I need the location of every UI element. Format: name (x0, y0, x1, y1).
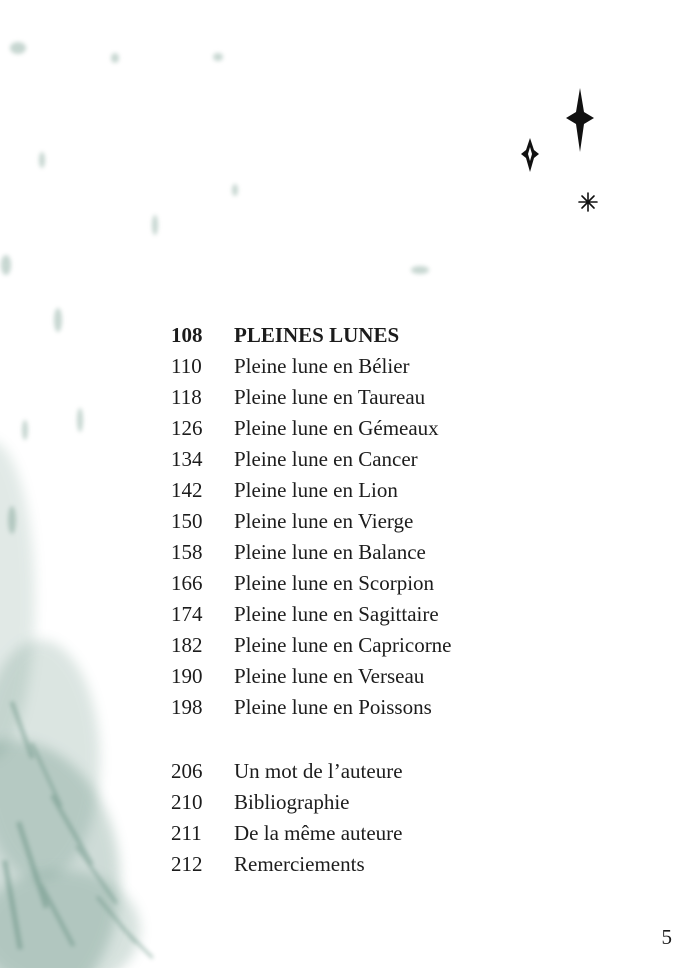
toc-entry (171, 506, 651, 537)
toc-entry-title: Pleine lune en Balance (234, 540, 426, 564)
toc-entry-title: Pleine lune en Taureau (234, 385, 426, 409)
toc-entry (171, 849, 651, 880)
toc-entry (171, 692, 651, 723)
toc-entry-title: De la même auteure (234, 821, 403, 845)
toc-entry (171, 818, 651, 849)
toc-page-number: 182 (171, 633, 203, 657)
toc-entry-title: Pleine lune en Poissons (234, 695, 432, 719)
stars-decoration (0, 0, 700, 260)
toc-page-number: 108 (171, 323, 203, 347)
toc-page-number: 134 (171, 447, 203, 471)
toc-page-number: 198 (171, 695, 203, 719)
toc-page-number: 190 (171, 664, 203, 688)
toc-page-number: 110 (171, 354, 202, 378)
toc-entry-title: Remerciements (234, 852, 365, 876)
four-point-star-icon (566, 88, 594, 152)
toc-page-number: 211 (171, 821, 202, 845)
toc-spacer (171, 723, 651, 756)
toc-entry (171, 444, 651, 475)
toc-entry (171, 475, 651, 506)
toc-entry (171, 661, 651, 692)
toc-page-number: 212 (171, 852, 203, 876)
toc-entry (171, 382, 651, 413)
toc-entry-title: Pleine lune en Lion (234, 478, 398, 502)
small-four-point-star-icon (521, 138, 539, 172)
toc-page-number: 118 (171, 385, 202, 409)
toc-page-number: 158 (171, 540, 203, 564)
toc-page-number: 210 (171, 790, 203, 814)
toc-page-number: 150 (171, 509, 203, 533)
toc-entry (171, 537, 651, 568)
toc-entry (171, 756, 651, 787)
toc-entry-title: Pleine lune en Cancer (234, 447, 418, 471)
toc-page-number: 166 (171, 571, 203, 595)
toc-entry (171, 787, 651, 818)
toc-entry-title: Un mot de l’auteure (234, 759, 403, 783)
toc-entry (171, 630, 651, 661)
toc-entry (171, 413, 651, 444)
toc-section-heading (171, 320, 651, 351)
toc-entry-title: Pleine lune en Verseau (234, 664, 425, 688)
table-of-contents (171, 320, 651, 880)
toc-entry-title: Pleine lune en Vierge (234, 509, 414, 533)
toc-entry-title: Pleine lune en Scorpion (234, 571, 435, 595)
page-number: 5 (661, 925, 672, 949)
toc-page-number: 142 (171, 478, 203, 502)
toc-entry-title: Pleine lune en Gémeaux (234, 416, 439, 440)
toc-entry (171, 351, 651, 382)
toc-page-number: 206 (171, 759, 203, 783)
toc-entry-title: Pleine lune en Bélier (234, 354, 410, 378)
toc-entry (171, 599, 651, 630)
toc-page-number: 174 (171, 602, 203, 626)
toc-entry (171, 568, 651, 599)
toc-entry-title: Bibliographie (234, 790, 350, 814)
toc-page-number: 126 (171, 416, 203, 440)
toc-entry-title: Pleine lune en Sagittaire (234, 602, 439, 626)
asterisk-star-icon (579, 193, 597, 211)
toc-section-title: PLEINES LUNES (234, 323, 400, 347)
toc-entry-title: Pleine lune en Capricorne (234, 633, 452, 657)
